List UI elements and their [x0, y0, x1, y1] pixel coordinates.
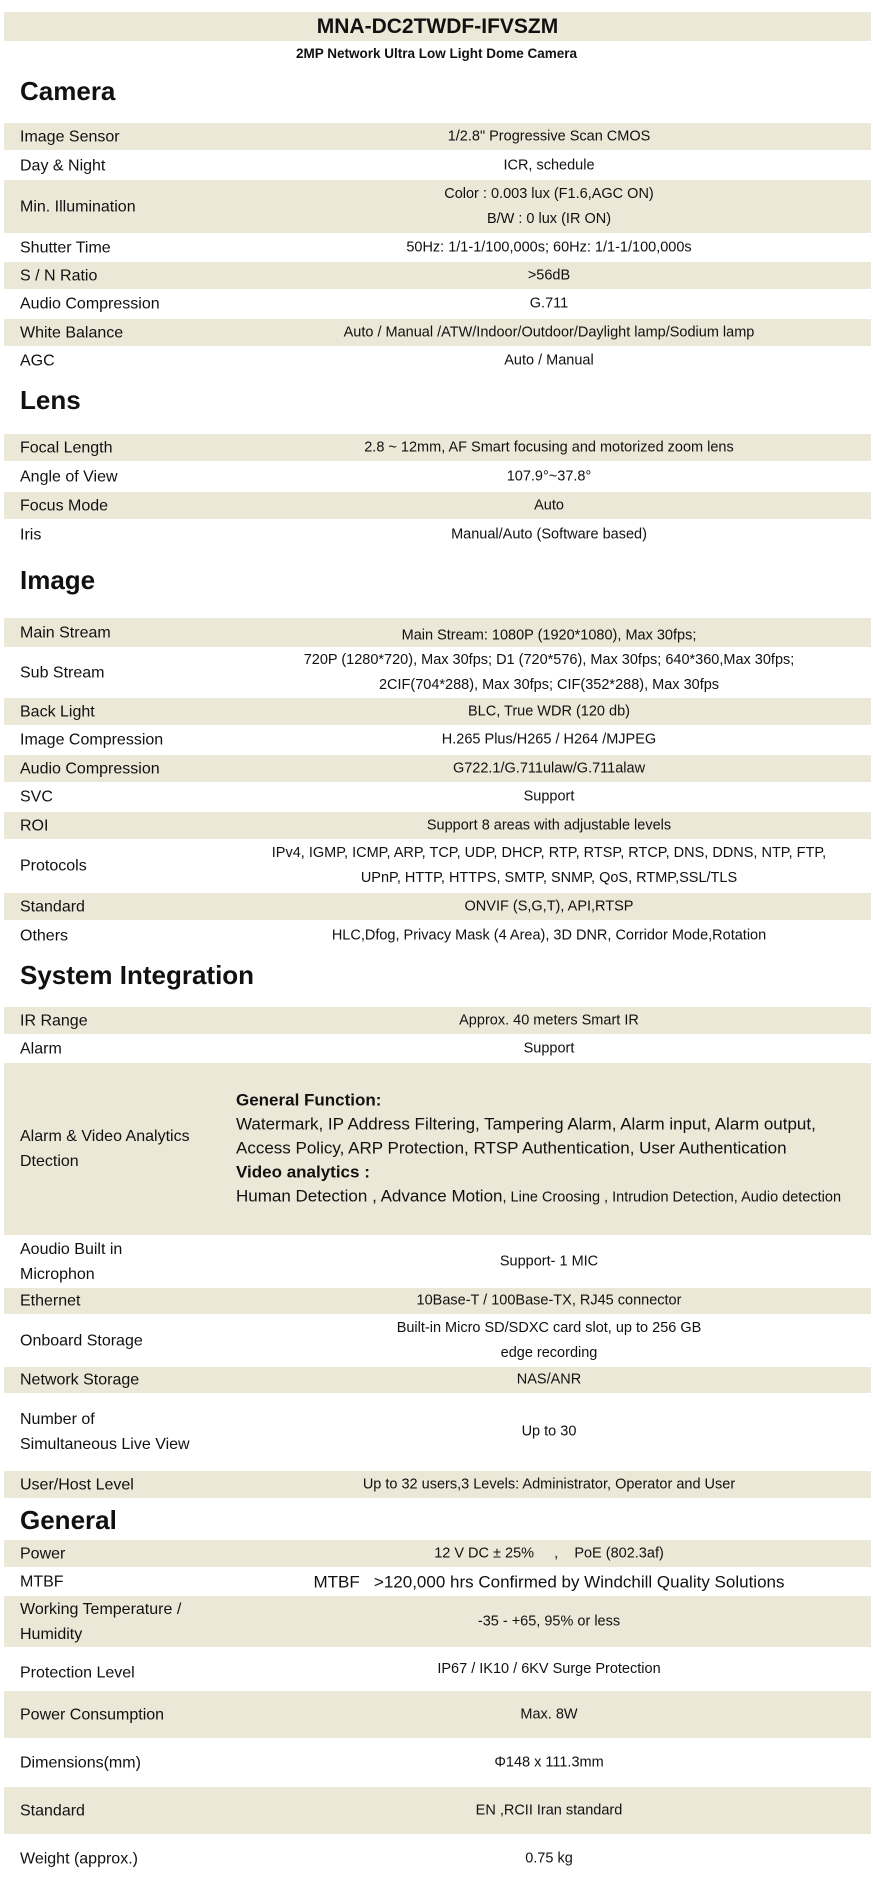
spec-label: Working Temperature / Humidity — [20, 1600, 182, 1643]
spec-value — [234, 648, 864, 698]
general-function-heading: General Function: — [236, 1090, 382, 1110]
video-analytics-text-a: Human Detection , Advance Motion — [236, 1186, 503, 1206]
spec-row-main-stream — [4, 618, 871, 647]
spec-row-weight — [4, 1835, 871, 1882]
spec-value-line-1: 720P (1280*720), Max 30fps; D1 (720*576), Max 30fps; 640*360,Max 30fps; — [303, 651, 795, 668]
video-analytics-text-b: , Line Croosing , Intrudion Detection, Audio detection — [502, 1189, 842, 1206]
spec-label: Aoudio Built in Microphon — [20, 1240, 123, 1283]
spec-value: Main Stream: 1080P (1920*1080), Max 30fps; — [401, 627, 697, 644]
spec-label: Onboard Storage — [20, 1332, 143, 1349]
video-analytics-heading: Video analytics : — [236, 1162, 370, 1182]
spec-label: Iris — [20, 526, 42, 543]
spec-row-network-storage — [4, 1367, 871, 1393]
spec-value: >56dB — [527, 267, 571, 283]
spec-label: Image Compression — [20, 731, 164, 748]
general-function-text: Watermark, IP Address Filtering, Tampering Alarm, Alarm input, Alarm output, Access Policy, ARP Protection, RTSP Authentication, User Authentication — [236, 1114, 816, 1158]
spec-label: Protection Level — [20, 1664, 135, 1682]
spec-row-day-night — [4, 152, 871, 179]
spec-row-roi — [4, 812, 871, 839]
spec-label: SVC — [20, 788, 53, 805]
spec-row-svc — [4, 783, 871, 810]
spec-value: G722.1/G.711ulaw/G.711alaw — [452, 760, 646, 776]
spec-value: 12 V DC ± 25% , PoE (802.3af) — [434, 1545, 664, 1561]
spec-row-agc — [4, 347, 871, 374]
spec-label: Power Consumption — [20, 1706, 165, 1723]
spec-value — [236, 1089, 866, 1210]
spec-row-angle-of-view — [4, 463, 871, 490]
spec-label: Back Light — [20, 703, 95, 720]
spec-value: 1/2.8" Progressive Scan CMOS — [447, 128, 651, 144]
spec-label: Audio Compression — [20, 295, 160, 312]
spec-row-audio-compression — [4, 290, 871, 317]
spec-value: Approx. 40 meters Smart IR — [459, 1012, 639, 1028]
spec-label: MTBF — [20, 1573, 64, 1590]
spec-value-line-2: edge recording — [500, 1344, 598, 1361]
section-system-integration-heading: System Integration — [20, 960, 255, 990]
spec-row-shutter-time — [4, 234, 871, 261]
spec-label: Image Sensor — [20, 128, 120, 145]
spec-value: HLC,Dfog, Privacy Mask (4 Area), 3D DNR, Corridor Mode,Rotation — [331, 927, 767, 943]
spec-label: ROI — [20, 817, 49, 834]
spec-label: Weight (approx.) — [20, 1850, 138, 1867]
spec-label: Network Storage — [20, 1371, 140, 1389]
spec-value-line-2: UPnP, HTTP, HTTPS, SMTP, SNMP, QoS, RTMP,SSL/TLS — [360, 870, 738, 886]
spec-value-line-1: IPv4, IGMP, ICMP, ARP, TCP, UDP, DHCP, RTP, RTSP, RTCP, DNS, DDNS, NTP, FTP, — [271, 845, 827, 861]
spec-value: Auto / Manual /ATW/Indoor/Outdoor/Daylight lamp/Sodium lamp — [343, 324, 755, 340]
spec-value: 10Base-T / 100Base-TX, RJ45 connector — [416, 1292, 682, 1309]
spec-label: Ethernet — [20, 1292, 81, 1310]
spec-value: Support — [523, 788, 575, 804]
spec-row-sn-ratio — [4, 262, 871, 289]
spec-value: Max. 8W — [520, 1706, 578, 1722]
spec-label: Min. Illumination — [20, 198, 136, 215]
spec-value: ONVIF (S,G,T), API,RTSP — [464, 898, 634, 914]
spec-row-onboard-storage — [4, 1315, 871, 1366]
spec-value: H.265 Plus/H265 / H264 /MJPEG — [441, 731, 657, 747]
spec-row-back-light — [4, 698, 871, 725]
section-lens-heading: Lens — [20, 385, 81, 415]
spec-row-power-consumption — [4, 1691, 871, 1738]
spec-value — [234, 1316, 864, 1366]
spec-label: Shutter Time — [20, 239, 111, 256]
spec-value: G.711 — [529, 295, 569, 311]
model-title: MNA-DC2TWDF-IFVSZM — [4, 12, 871, 41]
spec-row-audio-built-in-mic — [4, 1236, 871, 1287]
spec-value: Support- 1 MIC — [499, 1253, 599, 1269]
spec-row-white-balance — [4, 319, 871, 346]
section-image-heading: Image — [20, 565, 96, 595]
spec-label: Focal Length — [20, 439, 113, 456]
spec-label: Dimensions(mm) — [20, 1754, 141, 1771]
spec-row-protection-level — [4, 1648, 871, 1690]
product-subtitle: 2MP Network Ultra Low Light Dome Camera — [295, 46, 578, 61]
spec-label: IR Range — [20, 1012, 88, 1029]
spec-value: BLC, True WDR (120 db) — [468, 703, 630, 719]
spec-value: Up to 32 users,3 Levels: Administrator, Operator and User — [362, 1476, 736, 1492]
spec-label: User/Host Level — [20, 1476, 134, 1493]
spec-label: Number of Simultaneous Live View — [20, 1411, 190, 1453]
spec-value: 0.75 kg — [525, 1850, 573, 1866]
spec-value — [234, 841, 864, 891]
spec-value: Support — [523, 1040, 575, 1056]
spec-label: Sub Stream — [20, 664, 105, 681]
spec-row-image-sensor — [4, 123, 871, 150]
spec-value-line-1: Built-in Micro SD/SDXC card slot, up to 256 GB — [396, 1319, 702, 1336]
spec-label: AGC — [20, 352, 55, 369]
spec-value: -35 - +65, 95% or less — [477, 1613, 621, 1629]
spec-label: S / N Ratio — [20, 267, 98, 284]
spec-label: Protocols — [20, 857, 87, 875]
spec-row-standard-general — [4, 1787, 871, 1834]
spec-label: Power — [20, 1545, 66, 1562]
spec-value-line-1: Color : 0.003 lux (F1.6,AGC ON) — [444, 185, 654, 202]
spec-row-min-illumination — [4, 180, 871, 233]
spec-row-others — [4, 922, 871, 949]
spec-value: IP67 / IK10 / 6KV Surge Protection — [437, 1661, 661, 1678]
spec-value: EN ,RCII Iran standard — [475, 1802, 623, 1818]
spec-label: Focus Mode — [20, 497, 109, 514]
spec-label: Angle of View — [20, 468, 118, 485]
spec-value-line-2: 2CIF(704*288), Max 30fps; CIF(352*288), Max 30fps — [378, 676, 720, 693]
spec-row-power — [4, 1540, 871, 1567]
spec-value: 107.9°~37.8° — [506, 468, 592, 484]
spec-label: Alarm & Video Analytics Dtection — [20, 1128, 190, 1170]
spec-row-alarm — [4, 1035, 871, 1062]
section-general-heading: General — [20, 1505, 117, 1535]
spec-value: 50Hz: 1/1-1/100,000s; 60Hz: 1/1-1/100,000s — [406, 239, 692, 255]
spec-row-iris — [4, 521, 871, 548]
spec-row-audio-compression-image — [4, 755, 871, 782]
spec-value: Up to 30 — [521, 1423, 577, 1440]
spec-row-working-temperature — [4, 1596, 871, 1647]
spec-value: Auto — [534, 497, 564, 513]
spec-label: Day & Night — [20, 157, 106, 174]
spec-label: Standard — [20, 1802, 85, 1819]
spec-value: Manual/Auto (Software based) — [451, 526, 647, 542]
spec-value — [234, 182, 864, 232]
spec-row-mtbf — [4, 1568, 871, 1595]
spec-value: Support 8 areas with adjustable levels — [426, 817, 672, 833]
spec-value: 2.8 ~ 12mm, AF Smart focusing and motorized zoom lens — [364, 439, 734, 455]
spec-value: Φ148 x 111.3mm — [494, 1754, 604, 1770]
spec-value: MTBF >120,000 hrs Confirmed by Windchill Quality Solutions — [313, 1572, 785, 1591]
spec-row-dimensions — [4, 1739, 871, 1786]
spec-row-focus-mode — [4, 492, 871, 519]
spec-label: Main Stream — [20, 624, 111, 641]
spec-row-sub-stream — [4, 648, 871, 697]
spec-label: Others — [20, 927, 69, 944]
video-analytics-text — [236, 1185, 866, 1210]
spec-value: ICR, schedule — [503, 157, 595, 173]
spec-value: Auto / Manual — [504, 352, 594, 368]
spec-row-focal-length — [4, 434, 871, 461]
spec-row-simultaneous-live-view — [4, 1394, 871, 1470]
spec-row-standard-image — [4, 893, 871, 920]
spec-row-image-compression — [4, 726, 871, 753]
spec-row-ethernet — [4, 1288, 871, 1314]
spec-value-line-2: B/W : 0 lux (IR ON) — [486, 210, 612, 227]
spec-row-ir-range — [4, 1007, 871, 1034]
spec-label: White Balance — [20, 324, 124, 341]
spec-row-alarm-video-analytics — [4, 1063, 871, 1235]
spec-label: Audio Compression — [20, 760, 160, 777]
spec-row-user-host-level — [4, 1471, 871, 1498]
spec-label: Standard — [20, 898, 85, 915]
spec-label: Alarm — [20, 1040, 62, 1057]
spec-value: NAS/ANR — [516, 1371, 582, 1388]
spec-row-protocols — [4, 840, 871, 892]
section-camera-heading: Camera — [20, 76, 116, 106]
